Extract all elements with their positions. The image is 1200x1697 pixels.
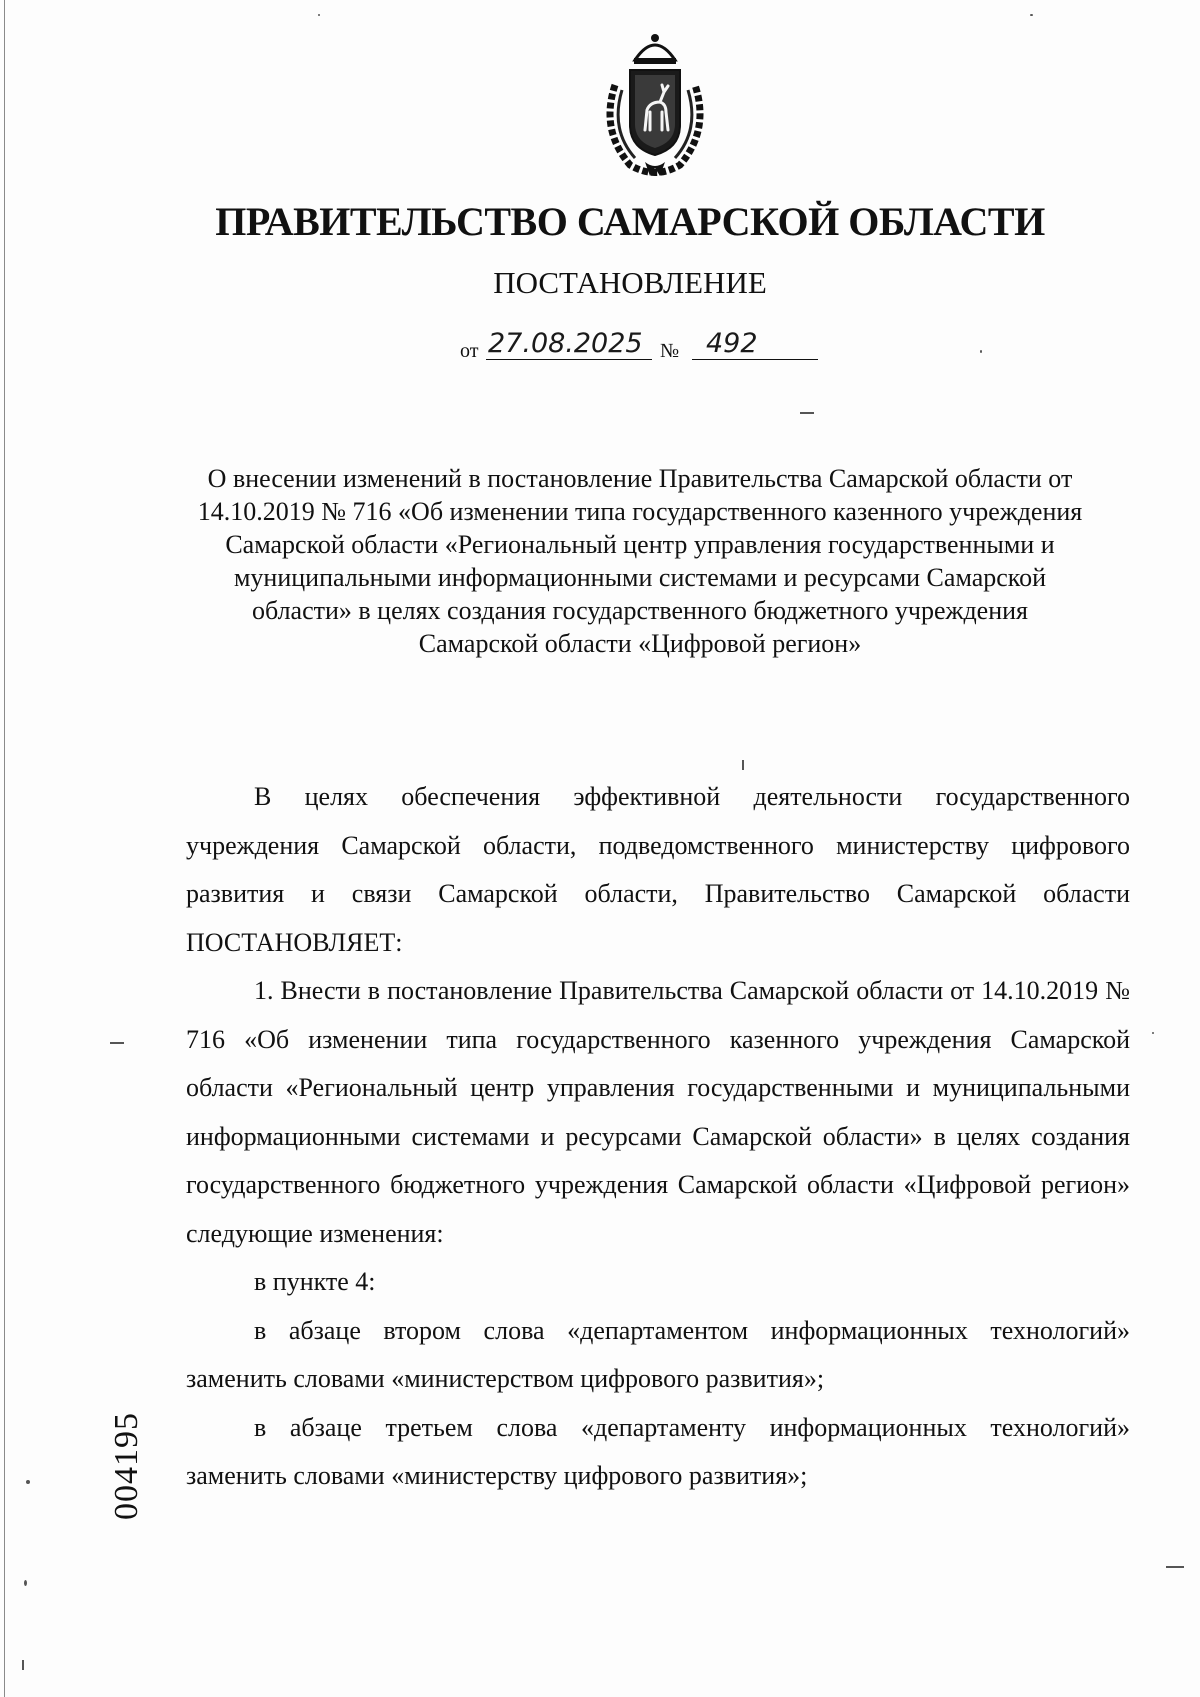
body-paragraph: в абзаце третьем слова «департаменту информационных технологий» заменить словами «министерству цифрового развития»; [186, 1412, 1130, 1490]
document-heading: О внесении изменений в постановление Правительства Самарской области от 14.10.2019 № 716 «Об изменении типа государственного казенного учреждения Самарской области «Региональный центр управления государственными и муниципальными информационными системами и ресурсами Самарской области» в целях создания государственного бюджетного учреждения Самарской области «Цифровой регион» [197, 464, 1083, 658]
scan-speck [742, 760, 744, 770]
scan-speck [24, 1580, 27, 1586]
body-paragraph: В целях обеспечения эффективной деятельности государственного учреждения Самарской области, подведомственного министерству цифрового развития и связи Самарской области, Правительство Самарской области ПОСТАНОВЛЯЕТ: [186, 782, 1130, 957]
scan-speck [26, 1480, 30, 1484]
scan-speck [318, 14, 320, 16]
body-paragraph: в абзаце втором слова «департаментом информационных технологий» заменить словами «министерством цифрового развития»; [186, 1315, 1130, 1393]
document-type: ПОСТАНОВЛЕНИЕ [493, 265, 767, 300]
scan-speck [1030, 14, 1033, 16]
scan-speck [1166, 1566, 1184, 1568]
handwritten-date: 27.08.2025 [486, 328, 652, 360]
samara-coat-of-arms-icon [590, 30, 720, 180]
handwritten-number: 492 [692, 328, 818, 360]
number-prefix: № [660, 340, 680, 362]
scan-speck [1152, 1032, 1154, 1034]
document-body [186, 773, 1130, 1501]
scan-speck [800, 412, 814, 414]
scan-speck [22, 1660, 24, 1670]
body-paragraph: 1. Внести в постановление Правительства Самарской области от 14.10.2019 № 716 «Об изменении типа государственного казенного учреждения Самарской области «Региональный центр управления государственными и муниципальными информационными системами и ресурсами Самарской области» в целях создания государственного бюджетного учреждения Самарской области «Цифровой регион» следующие изменения: [186, 976, 1130, 1248]
date-number-line [460, 328, 860, 364]
scan-speck [980, 350, 982, 353]
scan-speck [110, 1042, 124, 1044]
date-prefix: от [460, 340, 479, 362]
scan-edge-line [4, 0, 5, 1697]
government-title: ПРАВИТЕЛЬСТВО САМАРСКОЙ ОБЛАСТИ [215, 199, 1045, 244]
body-paragraph: в пункте 4: [254, 1267, 376, 1296]
margin-stamp-number: 004195 [108, 1412, 145, 1520]
